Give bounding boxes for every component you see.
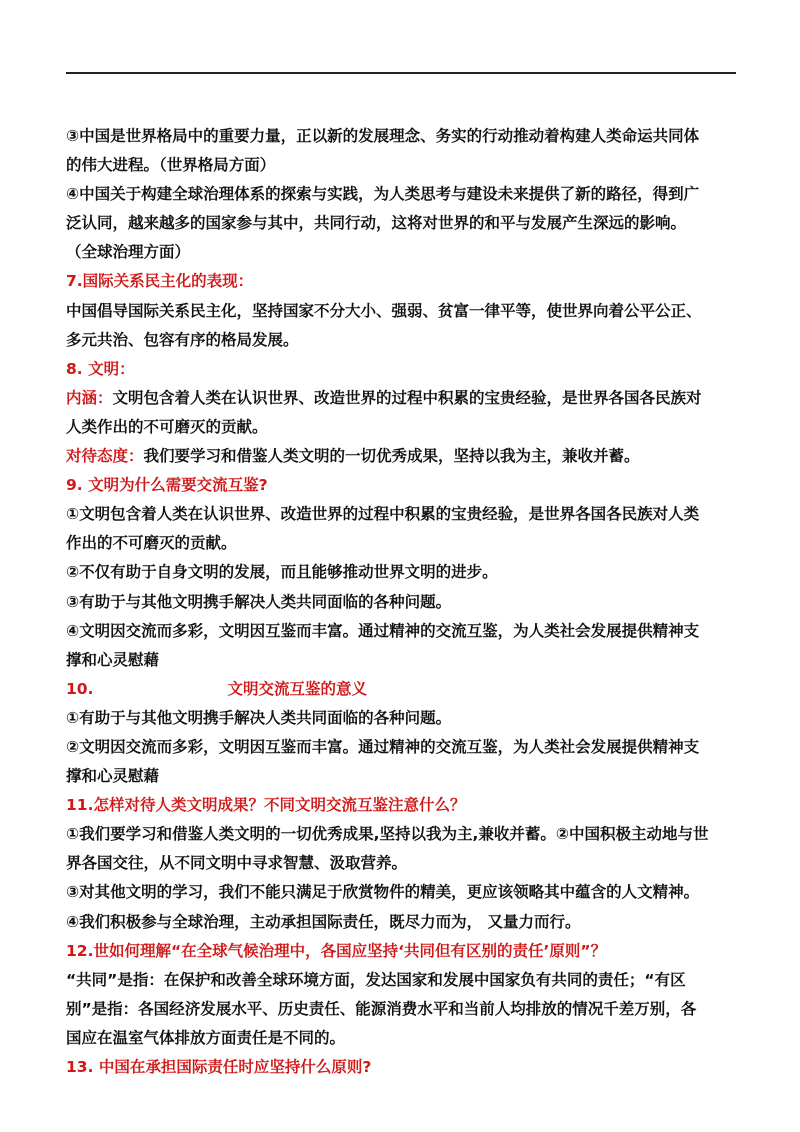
highlighted-text: 对待态度： [66, 447, 144, 466]
text-line [66, 1053, 738, 1082]
header-rule [66, 72, 736, 74]
text-line [66, 180, 738, 209]
body-text: 文明包含着人类在认识世界、改造世界的过程中积累的宝贵经验，是世界各国各民族对 [112, 388, 702, 407]
text-line [66, 704, 738, 733]
text-line [66, 471, 738, 500]
text-line [66, 733, 738, 762]
text-line [66, 675, 738, 704]
body-text: 中国倡导国际关系民主化，坚持国家不分大小、强弱、贫富一律平等，使世界向着公平公正、 [66, 301, 702, 320]
body-text: ②文明因交流而多彩，文明因互鉴而丰富。通过精神的交流互鉴，为人类社会发展提供精神支 [66, 737, 700, 756]
highlighted-text: 13. 中国在承担国际责任时应坚持什么原则? [66, 1058, 372, 1076]
body-text: ④我们积极参与全球治理，主动承担国际责任，既尽力而为， 又量力而行。 [66, 912, 581, 931]
body-text: 界各国交往，从不同文明中寻求智慧、汲取营养。 [66, 854, 408, 873]
text-line [66, 849, 738, 878]
body-text: ③有助于与其他文明携手解决人类共同面临的各种问题。 [66, 592, 452, 611]
text-line [66, 267, 738, 296]
highlighted-text: 12.世如何理解“在全球气候治理中，各国应坚持‘共同但有区别的责任’原则”？ [66, 941, 607, 960]
document-body [66, 122, 738, 1082]
text-line [66, 937, 738, 966]
body-text: 的伟大进程。（世界格局方面） [66, 156, 276, 175]
highlighted-text: 10. [66, 679, 94, 698]
body-text: 国应在温室气体排放方面责任是不同的。 [66, 1028, 346, 1047]
body-text: 泛认同，越来越多的国家参与其中，共同行动，这将对世界的和平与发展产生深远的影响。 [66, 214, 687, 233]
text-line [66, 617, 738, 646]
body-text: 我们要学习和借鉴人类文明的一切优秀成果，坚持以我为主，兼收并蓄。 [143, 447, 640, 466]
text-line [66, 384, 738, 413]
body-text: 撑和心灵慰藉 [66, 767, 160, 786]
highlighted-text: 8. 文明： [66, 359, 135, 378]
text-line [66, 966, 738, 995]
body-text: ①有助于与其他文明携手解决人类共同面临的各种问题。 [66, 708, 452, 727]
highlighted-text: 文明交流互鉴的意义 [227, 679, 367, 698]
text-line [66, 878, 738, 907]
body-text: ④文明因交流而多彩，文明因互鉴而丰富。通过精神的交流互鉴，为人类社会发展提供精神支 [66, 621, 700, 640]
text-line [66, 500, 738, 529]
body-text: ③中国是世界格局中的重要力量，正以新的发展理念、务实的行动推动着构建人类命运共同体 [66, 127, 700, 145]
text-line [66, 529, 738, 558]
text-line [66, 355, 738, 384]
text-line [66, 588, 738, 617]
body-text: 人类作出的不可磨灭的贡献。 [66, 417, 268, 436]
text-line [66, 326, 738, 355]
text-line [66, 995, 738, 1024]
highlighted-text: 9. 文明为什么需要交流互鉴? [66, 476, 268, 495]
text-line [66, 646, 738, 675]
text-line [66, 413, 738, 442]
text-line [66, 558, 738, 587]
highlighted-text: 内涵： [66, 388, 113, 407]
text-line [66, 762, 738, 791]
body-text: “共同”是指：在保护和改善全球环境方面，发达国家和发展中国家负有共同的责任；“有区 [66, 970, 686, 989]
text-line [66, 908, 738, 937]
body-text: ①文明包含着人类在认识世界、改造世界的过程中积累的宝贵经验，是世界各国各民族对人类 [66, 505, 700, 524]
body-text: ②不仅有助于自身文明的发展，而且能够推动世界文明的进步。 [66, 563, 498, 582]
body-text: （全球治理方面） [66, 243, 191, 262]
text-line [66, 442, 738, 471]
body-text: 多元共治、包容有序的格局发展。 [66, 330, 299, 349]
text-line [66, 820, 738, 849]
body-text: 作出的不可磨灭的贡献。 [66, 534, 237, 553]
highlighted-text: 11.怎样对待人类文明成果？不同文明交流互鉴注意什么？ [66, 796, 466, 815]
text-line [66, 297, 738, 326]
text-line [66, 791, 738, 820]
body-text: 别”是指：各国经济发展水平、历史责任、能源消费水平和当前人均排放的情况千差万别，各 [66, 999, 697, 1018]
text-line [66, 238, 738, 267]
body-text: ③对其他文明的学习，我们不能只满足于欣赏物件的精美，更应该领略其中蕴含的人文精神。 [66, 883, 700, 902]
body-text: 撑和心灵慰藉 [66, 650, 160, 669]
text-line [66, 209, 738, 238]
body-text: ④中国关于构建全球治理体系的探索与实践，为人类思考与建设未来提供了新的路径，得到广 [66, 185, 700, 204]
text-line [66, 122, 738, 151]
highlighted-text: 7.国际关系民主化的表现： [66, 272, 254, 291]
text-line [66, 151, 738, 180]
text-line [66, 1024, 738, 1053]
body-text: ①我们要学习和借鉴人类文明的一切优秀成果,坚持以我为主,兼收并蓄。②中国积极主动地与世 [66, 825, 709, 844]
